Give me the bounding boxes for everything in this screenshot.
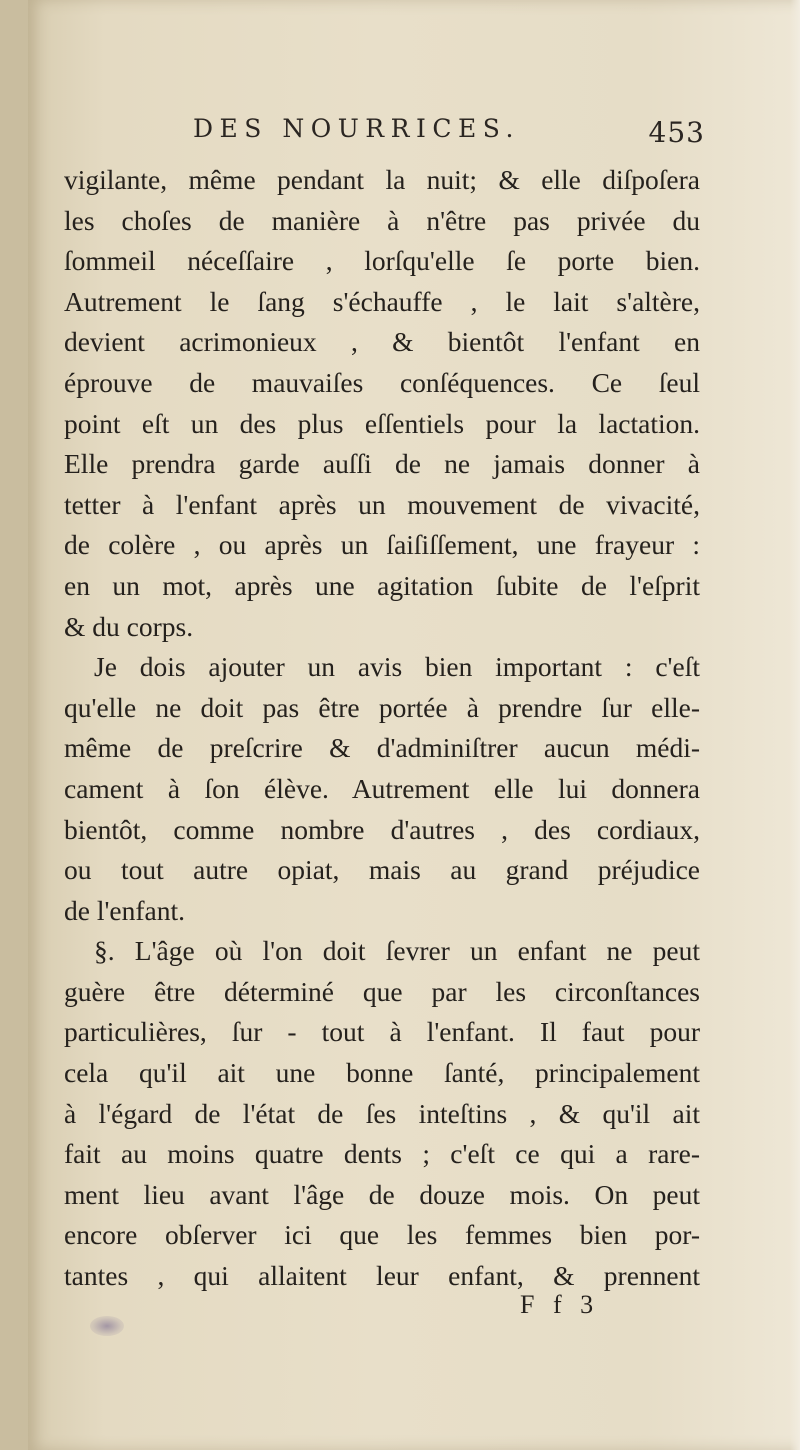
text-line: vigilante, même pendant la nuit; & elle diſpoſera bbox=[64, 164, 700, 195]
text-line: de colère , ou après un ſaiſiſſement, une frayeur : bbox=[64, 529, 700, 561]
text-line: ou tout autre opiat, mais au grand préjudice bbox=[64, 854, 700, 886]
text-line: Je dois ajouter un avis bien important : c'eſt bbox=[94, 651, 700, 683]
text-line: cela qu'il ait une bonne ſanté, principalement bbox=[64, 1057, 700, 1089]
signature-mark: F f 3 bbox=[520, 1290, 600, 1319]
text-line: Elle prendra garde auſſi de ne jamais donner à bbox=[64, 448, 700, 480]
text-line: guère être déterminé que par les circonſtances bbox=[64, 975, 700, 1007]
running-head bbox=[193, 114, 713, 154]
text-line: même de preſcrire & d'adminiſtrer aucun médi- bbox=[64, 732, 700, 764]
text-line: point eſt un des plus eſſentiels pour la lactation. bbox=[64, 407, 700, 439]
text-line: ſommeil néceſſaire , lorſqu'elle ſe porte bien. bbox=[64, 245, 700, 277]
text-line: encore obſerver ici que les femmes bien por- bbox=[64, 1219, 700, 1251]
text-line: en un mot, après une agitation ſubite de l'eſprit bbox=[64, 569, 700, 601]
body-text bbox=[64, 160, 700, 1297]
running-title: DES NOURRICES. bbox=[193, 114, 520, 143]
text-line: bientôt, comme nombre d'autres , des cordiaux, bbox=[64, 813, 700, 845]
text-line: Autrement le ſang s'échauffe , le lait s'altère, bbox=[64, 285, 700, 317]
text-line: ment lieu avant l'âge de douze mois. On peut bbox=[64, 1178, 700, 1210]
text-line: tantes , qui allaitent leur enfant, & prennent bbox=[64, 1260, 700, 1292]
text-line: devient acrimonieux , & bientôt l'enfant en bbox=[64, 326, 700, 358]
text-line: & du corps. bbox=[64, 610, 194, 642]
ink-stain bbox=[90, 1316, 124, 1336]
text-line: fait au moins quatre dents ; c'eſt ce qui a rare- bbox=[64, 1138, 700, 1170]
text-line: particulières, ſur - tout à l'enfant. Il faut pour bbox=[64, 1016, 700, 1048]
text-line: §. L'âge où l'on doit ſevrer un enfant ne peut bbox=[94, 935, 700, 967]
page-number: 453 bbox=[648, 116, 705, 149]
text-line: les choſes de manière à n'être pas privée du bbox=[64, 204, 700, 236]
text-line: à l'égard de l'état de ſes inteſtins , & qu'il ait bbox=[64, 1097, 700, 1129]
text-line: qu'elle ne doit pas être portée à prendre ſur elle- bbox=[64, 691, 700, 723]
text-line: de l'enfant. bbox=[64, 894, 186, 926]
page-edge bbox=[790, 0, 800, 1450]
text-line: cament à ſon élève. Autrement elle lui donnera bbox=[64, 772, 700, 804]
text-line: éprouve de mauvaiſes conſéquences. Ce ſeul bbox=[64, 366, 700, 398]
book-page bbox=[28, 0, 800, 1450]
text-line: tetter à l'enfant après un mouvement de vivacité, bbox=[64, 488, 700, 520]
